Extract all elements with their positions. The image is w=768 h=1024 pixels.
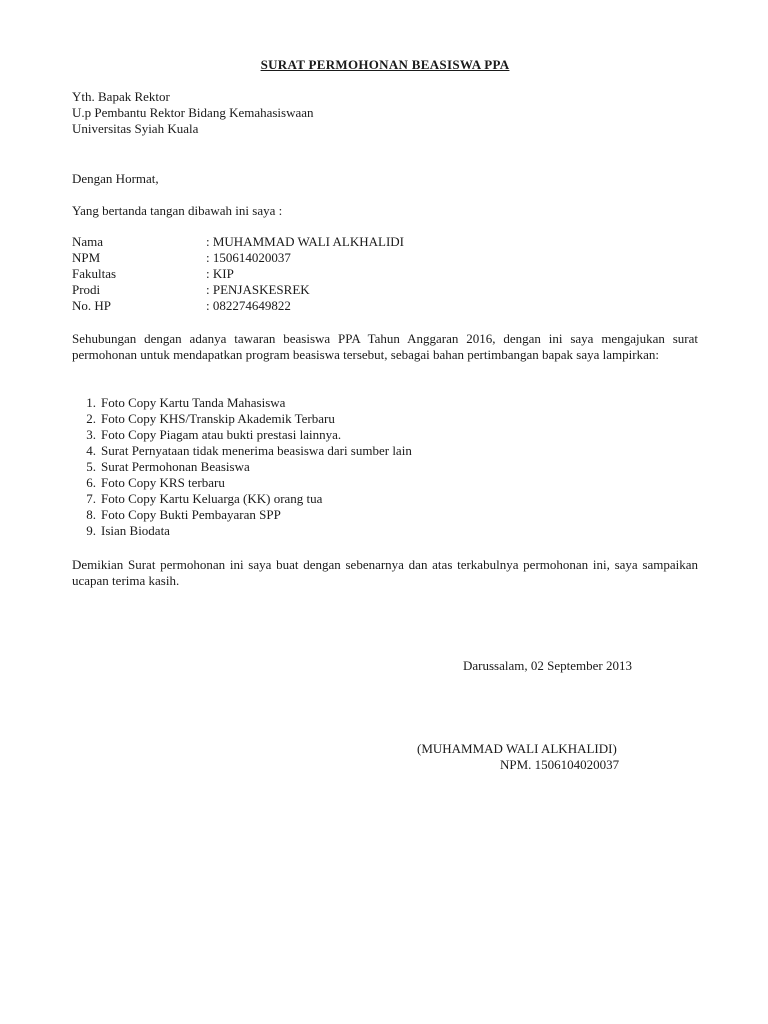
- identity-value: : 082274649822: [206, 298, 291, 313]
- body-paragraph: Sehubungan dengan adanya tawaran beasiswa PPA Tahun Anggaran 2016, dengan ini saya mengajukan surat permohonan untuk mendapatkan program beasiswa tersebut, sebagai bahan pertimbangan bapak saya lampirkan:: [72, 331, 698, 362]
- identity-label: NPM: [72, 250, 101, 265]
- letter-page: [72, 0, 698, 1024]
- identity-label: No. HP: [72, 298, 112, 313]
- addressee-line: Universitas Syiah Kuala: [72, 121, 199, 136]
- intro-line: Yang bertanda tangan dibawah ini saya :: [72, 203, 283, 218]
- list-item-number: 9.: [86, 523, 96, 538]
- identity-row: [72, 298, 698, 314]
- identity-label: Prodi: [72, 282, 101, 297]
- identity-value: : 150614020037: [206, 250, 291, 265]
- list-item-text: Foto Copy Piagam atau bukti prestasi lainnya.: [101, 427, 342, 442]
- attachment-list: [72, 395, 698, 539]
- list-item: [72, 523, 698, 539]
- list-item-text: Isian Biodata: [101, 523, 170, 538]
- list-item-number: 2.: [86, 411, 96, 426]
- list-item-text: Surat Pernyataan tidak menerima beasiswa dari sumber lain: [101, 443, 412, 458]
- identity-value: : KIP: [206, 266, 234, 281]
- identity-label: Nama: [72, 234, 104, 249]
- list-item-number: 8.: [86, 507, 96, 522]
- identity-row: [72, 250, 698, 266]
- signer-npm: NPM. 1506104020037: [500, 757, 620, 772]
- addressee-line: U.p Pembantu Rektor Bidang Kemahasiswaan: [72, 105, 314, 120]
- list-item-number: 4.: [86, 443, 96, 458]
- list-item-number: 7.: [86, 491, 96, 506]
- identity-label: Fakultas: [72, 266, 117, 281]
- closing-paragraph: Demikian Surat permohonan ini saya buat dengan sebenarnya dan atas terkabulnya permohonan ini, saya sampaikan ucapan terima kasih.: [72, 557, 698, 588]
- list-item-text: Surat Permohonan Beasiswa: [101, 459, 250, 474]
- list-item: [72, 427, 698, 443]
- identity-row: [72, 266, 698, 282]
- greeting: Dengan Hormat,: [72, 171, 159, 186]
- list-item: [72, 443, 698, 459]
- letter-title: SURAT PERMOHONAN BEASISWA PPA: [260, 57, 510, 72]
- list-item: [72, 507, 698, 523]
- list-item-text: Foto Copy Kartu Tanda Mahasiswa: [101, 395, 286, 410]
- list-item-number: 1.: [86, 395, 96, 410]
- list-item-text: Foto Copy Bukti Pembayaran SPP: [101, 507, 281, 522]
- list-item-text: Foto Copy KHS/Transkip Akademik Terbaru: [101, 411, 335, 426]
- identity-row: [72, 234, 698, 250]
- list-item: [72, 459, 698, 475]
- identity-value: : MUHAMMAD WALI ALKHALIDI: [206, 234, 404, 249]
- identity-table: [72, 234, 698, 314]
- list-item-number: 6.: [86, 475, 96, 490]
- list-item-number: 3.: [86, 427, 96, 442]
- list-item-number: 5.: [86, 459, 96, 474]
- list-item: [72, 411, 698, 427]
- addressee-line: Yth. Bapak Rektor: [72, 89, 170, 104]
- place-date: Darussalam, 02 September 2013: [463, 658, 632, 673]
- addressee-block: [72, 89, 698, 137]
- list-item-text: Foto Copy KRS terbaru: [101, 475, 225, 490]
- signer-name: (MUHAMMAD WALI ALKHALIDI): [417, 741, 617, 756]
- list-item-text: Foto Copy Kartu Keluarga (KK) orang tua: [101, 491, 323, 506]
- identity-value: : PENJASKESREK: [206, 282, 310, 297]
- list-item: [72, 491, 698, 507]
- list-item: [72, 395, 698, 411]
- identity-row: [72, 282, 698, 298]
- list-item: [72, 475, 698, 491]
